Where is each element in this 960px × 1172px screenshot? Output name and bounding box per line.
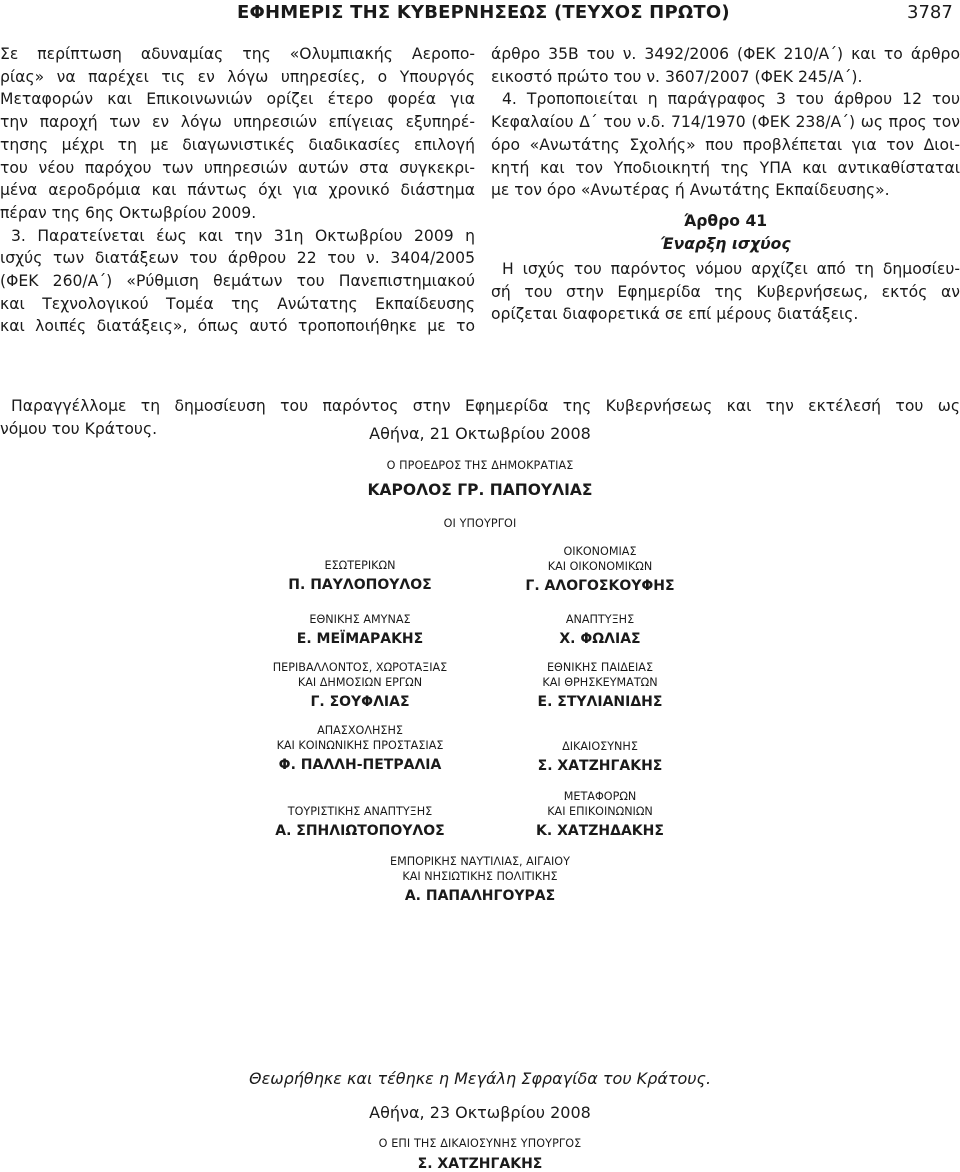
ministers-heading: ΟΙ ΥΠΟΥΡΓΟΙ <box>443 517 517 530</box>
minister-title: ΕΣΩΤΕΡΙΚΩΝ <box>324 559 396 572</box>
minister-title: ΑΠΑΣΧΟΛΗΣΗΣ <box>317 724 403 737</box>
text-line: την παροχή των εν λόγω υπηρεσιών επίγειας εξυπηρέ- <box>0 113 475 132</box>
text-line: άρθρο 35Β του ν. 3492/2006 (ΦΕΚ 210/Α΄) και το άρθρο <box>491 45 960 63</box>
text-line: με τον όρο «Ανωτέρας ή Ανωτάτης Εκπαίδευσης». <box>491 181 890 200</box>
minister-title: ΚΑΙ ΕΠΙΚΟΙΝΩΝΙΩΝ <box>547 805 653 818</box>
page-header <box>0 0 960 28</box>
justice-minister-name: Σ. ΧΑΤΖΗΓΑΚΗΣ <box>417 1156 543 1172</box>
minister-name: Γ. ΑΛΟΓΟΣΚΟΥΦΗΣ <box>525 578 675 594</box>
minister-title: ΜΕΤΑΦΟΡΩΝ <box>563 790 637 803</box>
minister-signature <box>250 558 470 594</box>
minister-name: Α. ΠΑΠΑΛΗΓΟΥΡΑΣ <box>404 888 556 904</box>
text-line: ισχύς των διατάξεων του άρθρου 22 του ν. 3404/2005 <box>0 249 475 268</box>
minister-title: ΠΕΡΙΒΑΛΛΟΝΤΟΣ, ΧΩΡΟΤΑΞΙΑΣ <box>272 661 448 674</box>
minister-title: ΕΜΠΟΡΙΚΗΣ ΝΑΥΤΙΛΙΑΣ, ΑΙΓΑΙΟΥ <box>390 855 570 868</box>
text-line: όρο «Ανωτάτης Σχολής» που προβλέπεται για τον Διοι- <box>491 135 960 154</box>
minister-signature <box>490 660 710 711</box>
article-title: Έναρξη ισχύος <box>660 234 791 253</box>
minister-signature <box>490 612 710 648</box>
minister-signature <box>490 789 710 840</box>
minister-title: ΚΑΙ ΝΗΣΙΩΤΙΚΗΣ ΠΟΛΙΤΙΚΗΣ <box>402 870 558 883</box>
justice-minister-title: Ο ΕΠΙ ΤΗΣ ΔΙΚΑΙΟΣΥΝΗΣ ΥΠΟΥΡΓΟΣ <box>378 1137 582 1150</box>
seal-city-date: Αθήνα, 23 Οκτωβρίου 2008 <box>369 1103 591 1122</box>
article-number: Άρθρο 41 <box>683 211 768 230</box>
president-name: ΚΑΡΟΛΟΣ ΓΡ. ΠΑΠΟΥΛΙΑΣ <box>367 481 593 499</box>
minister-signature <box>250 723 470 774</box>
minister-title: ΚΑΙ ΚΟΙΝΩΝΙΚΗΣ ΠΡΟΣΤΑΣΙΑΣ <box>276 739 444 752</box>
text-line: κητή και τον Υποδιοικητή της ΥΠΑ και αντικαθίσταται <box>491 158 960 177</box>
minister-name: Φ. ΠΑΛΛΗ-ΠΕΤΡΑΛΙΑ <box>278 757 442 773</box>
text-line: Η ισχύς του παρόντος νόμου αρχίζει από τη δημοσίευ- <box>502 259 960 278</box>
minister-name: Χ. ΦΩΛΙΑΣ <box>559 631 641 647</box>
text-line: τησης μέχρι τη με διαγωνιστικές διαδικασίες επιλογή <box>0 135 475 154</box>
right-column <box>491 43 960 326</box>
text-line: σή του στην Εφημερίδα της Κυβερνήσεως, εκτός αν <box>491 282 960 301</box>
minister-signature <box>330 854 630 905</box>
text-line: νόμου του Κράτους. <box>0 419 158 438</box>
minister-name: Κ. ΧΑΤΖΗΔΑΚΗΣ <box>536 823 664 839</box>
minister-title: ΚΑΙ ΔΗΜΟΣΙΩΝ ΕΡΓΩΝ <box>297 676 423 689</box>
text-line: ρίας» να παρέχει τις εν λόγω υπηρεσίες, ο Υπουργός <box>0 67 475 86</box>
minister-title: ΕΘΝΙΚΗΣ ΠΑΙΔΕΙΑΣ <box>546 661 654 674</box>
text-line: εικοστό πρώτο του ν. 3607/2007 (ΦΕΚ 245/Α΄). <box>491 67 863 86</box>
text-line: Παραγγέλλομε τη δημοσίευση του παρόντος στην Εφημερίδα της Κυβερνήσεως και την εκτέλεσή του ως <box>11 397 960 415</box>
signing-city-date: Αθήνα, 21 Οκτωβρίου 2008 <box>369 424 591 443</box>
minister-name: Π. ΠΑΥΛΟΠΟΥΛΟΣ <box>288 577 432 593</box>
minister-signature <box>490 739 710 775</box>
text-line: Σε περίπτωση αδυναμίας της «Ολυμπιακής Αεροπο- <box>0 45 475 63</box>
text-line: μένα αεροδρόμια και πάντως όχι για χρονικό διάστημα <box>0 181 475 200</box>
text-line: 4. Τροποποιείται η παράγραφος 3 του άρθρου 12 του <box>502 90 960 109</box>
text-line: Μεταφορών και Επικοινωνιών ορίζει έτερο φορέα για <box>0 90 475 109</box>
text-line: πέραν της 6ης Οκτωβρίου 2009. <box>0 203 257 222</box>
minister-name: Ε. ΜΕΪΜΑΡΑΚΗΣ <box>296 631 424 647</box>
minister-signature <box>250 804 470 840</box>
minister-signature <box>250 612 470 648</box>
minister-name: Ε. ΣΤΥΛΙΑΝΙΔΗΣ <box>537 694 663 710</box>
minister-title: ΔΙΚΑΙΟΣΥΝΗΣ <box>562 740 638 753</box>
president-title: Ο ΠΡΟΕΔΡΟΣ ΤΗΣ ΔΗΜΟΚΡΑΤΙΑΣ <box>386 459 574 472</box>
text-line: (ΦΕΚ 260/Α΄) «Ρύθμιση θεμάτων του Πανεπιστημιακού <box>0 272 475 291</box>
gazette-title: ΕΦΗΜΕΡΙΣ ΤΗΣ ΚΥΒΕΡΝΗΣΕΩΣ (ΤΕΥΧΟΣ ΠΡΩΤΟ) <box>237 2 730 23</box>
seal-statement: Θεωρήθηκε και τέθηκε η Μεγάλη Σφραγίδα του Κράτους. <box>248 1069 712 1088</box>
page-number: 3787 <box>907 2 953 23</box>
minister-title: ΚΑΙ ΘΡΗΣΚΕΥΜΑΤΩΝ <box>542 676 658 689</box>
text-line: Κεφαλαίου Δ΄ του ν.δ. 714/1970 (ΦΕΚ 238/Α΄) ως προς τον <box>491 113 960 132</box>
minister-name: Σ. ΧΑΤΖΗΓΑΚΗΣ <box>537 758 663 774</box>
minister-signature <box>250 660 470 711</box>
text-line: 3. Παρατείνεται έως και την 31η Οκτωβρίου 2009 η <box>11 226 475 245</box>
left-column <box>0 43 475 338</box>
minister-name: Γ. ΣΟΥΦΛΙΑΣ <box>310 694 410 710</box>
minister-title: ΑΝΑΠΤΥΞΗΣ <box>565 613 635 626</box>
minister-name: Α. ΣΠΗΛΙΩΤΟΠΟΥΛΟΣ <box>275 823 445 839</box>
minister-title: ΚΑΙ ΟΙΚΟΝΟΜΙΚΩΝ <box>547 560 653 573</box>
text-line: και λοιπές διατάξεις», όπως αυτό τροποποιήθηκε με το <box>0 317 475 336</box>
text-line: και Τεχνολογικού Τομέα της Ανώτατης Εκπαίδευσης <box>0 294 475 313</box>
minister-signature <box>490 544 710 595</box>
minister-title: ΤΟΥΡΙΣΤΙΚΗΣ ΑΝΑΠΤΥΞΗΣ <box>287 805 433 818</box>
minister-title: ΕΘΝΙΚΗΣ ΑΜΥΝΑΣ <box>309 613 411 626</box>
text-line: του νέου παρόχου των υπηρεσιών αυτών στα συγκεκρι- <box>0 158 475 177</box>
minister-title: ΟΙΚΟΝΟΜΙΑΣ <box>563 545 637 558</box>
text-line: ορίζεται διαφορετικά σε επί μέρους διατάξεις. <box>491 305 859 324</box>
